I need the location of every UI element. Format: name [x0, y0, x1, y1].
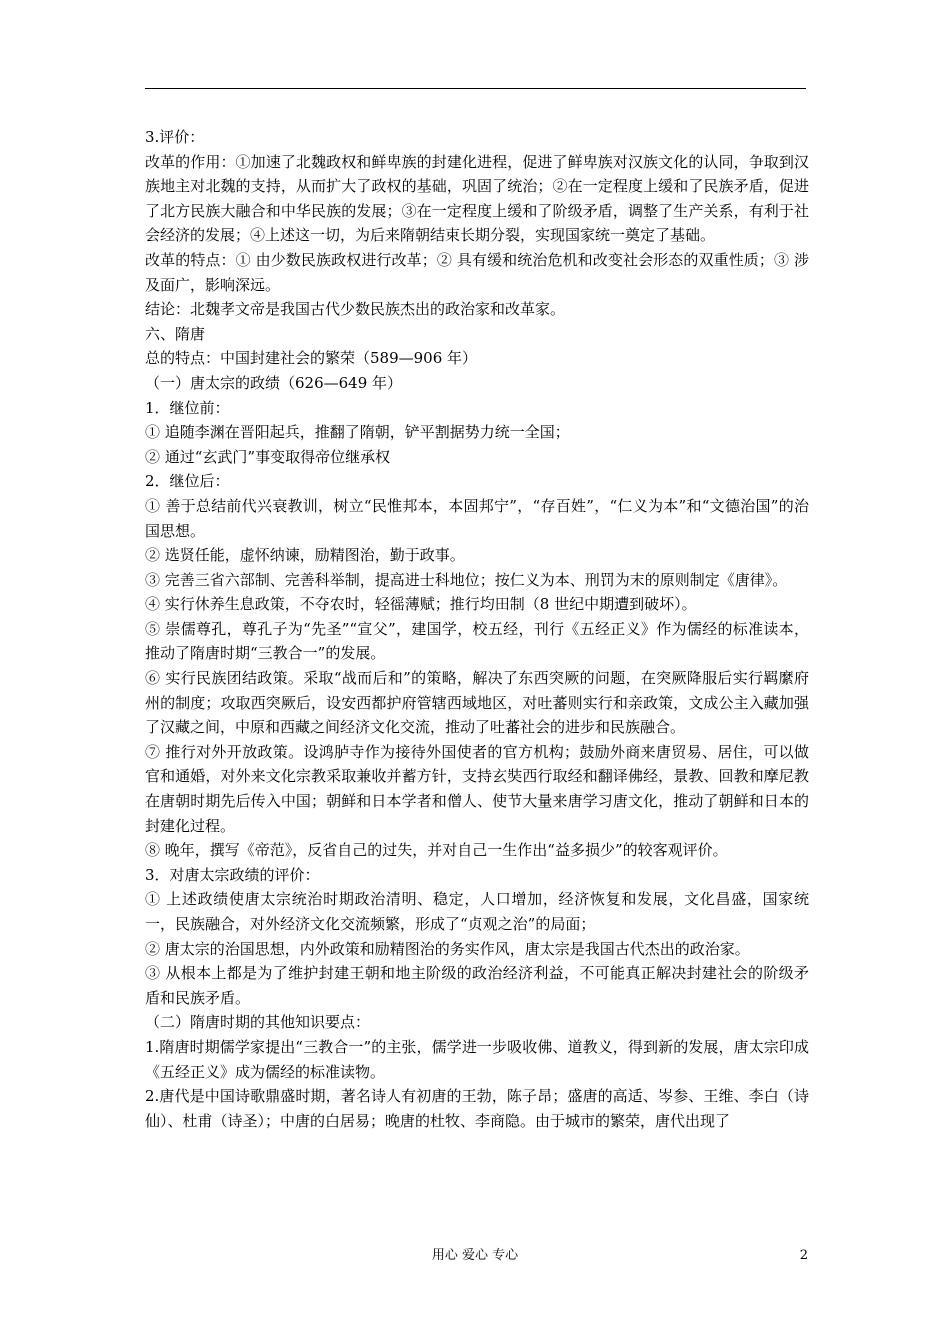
header-rule [145, 88, 806, 89]
footer-slogan: 用心 爱心 专心 [431, 1248, 519, 1263]
paragraph: 3.评价： [145, 128, 205, 146]
list-item: ① 上述政绩使唐太宗统治时期政治清明、稳定，人口增加，经济恢复和发展，文化昌盛，国家统一，民族融合，对外经济文化交流频繁，形成了“贞观之治”的局面； [145, 890, 809, 933]
paragraph: 改革的作用：①加速了北魏政权和鲜卑族的封建化进程，促进了鲜卑族对汉族文化的认同，争取到汉族地主对北魏的支持，从而扩大了政权的基础，巩固了统治；②在一定程度上缓和了民族矛盾，促进了北方民族大融合和中华民族的发展；③在一定程度上缓和了阶级矛盾，调整了生产关系，有利于社会经济的发展；④上述这一切，为后来隋朝结束长期分裂，实现国家统一奠定了基础。 [145, 152, 809, 245]
section-heading: 六、隋唐 [145, 324, 206, 343]
document-body [145, 125, 809, 1133]
paragraph: 总的特点：中国封建社会的繁荣（589—906 年） [145, 349, 478, 368]
list-item: ④ 实行休养生息政策，不夺农时，轻徭薄赋；推行均田制（8 世纪中期遭到破坏）。 [145, 595, 697, 614]
list-item: ③ 完善三省六部制、完善科举制，提高进士科地位；按仁义为本、刑罚为末的原则制定《唐律》。 [145, 570, 788, 589]
list-item: ② 选贤任能，虚怀纳谏，励精图治，勤于政事。 [145, 546, 465, 565]
page-number: 2 [799, 1248, 808, 1263]
paragraph: 1．继位前： [145, 398, 230, 417]
list-item: ⑦ 推行对外开放政策。设鸿胪寺作为接待外国使者的官方机构；鼓励外商来唐贸易、居住，可以做官和通婚，对外来文化宗教采取兼收并蓄方针，支持玄奘西行取经和翻译佛经，景教、回教和摩尼教在唐朝时期先后传入中国；朝鲜和日本学者和僧人、使节大量来唐学习唐文化，推动了朝鲜和日本的封建化过程。 [145, 742, 809, 835]
list-item: 1.隋唐时期儒学家提出“三教合一”的主张，儒学进一步吸收佛、道教义，得到新的发展，唐太宗印成《五经正义》成为儒经的标准读物。 [145, 1037, 809, 1081]
subsection-heading: （二）隋唐时期的其他知识要点： [145, 1013, 371, 1032]
list-item: ⑧ 晚年，撰写《帝范》，反省自己的过失，并对自己一生作出“益多损少”的较客观评价。 [145, 841, 728, 860]
list-item: ② 通过“玄武门”事变取得帝位继承权 [145, 447, 391, 466]
list-item: ⑤ 崇儒尊孔，尊孔子为“先圣”“宣父”，建国学，校五经，刊行《五经正义》作为儒经的标准读本，推动了隋唐时期“三教合一”的发展。 [145, 619, 809, 663]
subsection-heading: （一）唐太宗的政绩（626—649 年） [145, 373, 403, 392]
paragraph: 结论：北魏孝文帝是我国古代少数民族杰出的政治家和改革家。 [145, 300, 566, 319]
list-item: 2.唐代是中国诗歌鼎盛时期，著名诗人有初唐的王勃，陈子昂；盛唐的高适、岑参、王维、李白（诗仙）、杜甫（诗圣）；中唐的白居易；晚唐的杜牧、李商隐。由于城市的繁荣，唐代出现了 [145, 1087, 809, 1130]
list-item: ⑥ 实行民族团结政策。采取“战而后和”的策略，解决了东西突厥的问题，在突厥降服后实行羁縻府州的制度；攻取西突厥后，设安西都护府管辖西域地区，对吐蕃则实行和亲政策，文成公主入藏加强了汉藏之间，中原和西藏之间经济文化交流，推动了吐蕃社会的进步和民族融合。 [145, 669, 809, 737]
paragraph: 2．继位后： [145, 472, 230, 491]
list-item: ① 善于总结前代兴衰教训，树立“民惟邦本，本固邦宁”，“存百姓”，“仁义为本”和“文德治国”的治国思想。 [145, 496, 809, 540]
list-item: ① 追随李渊在晋阳起兵，推翻了隋朝，铲平割据势力统一全国； [145, 423, 570, 442]
paragraph: 3．对唐太宗政绩的评价： [145, 865, 320, 884]
paragraph: 改革的特点：① 由少数民族政权进行改革；② 具有缓和统治危机和改变社会形态的双重性质；③ 涉及面广，影响深远。 [145, 250, 809, 294]
list-item: ② 唐太宗的治国思想，内外政策和励精图治的务实作风，唐太宗是我国古代杰出的政治家。 [145, 939, 750, 958]
list-item: ③ 从根本上都是为了维护封建王朝和地主阶级的政治经济利益，不可能真正解决封建社会的阶级矛盾和民族矛盾。 [145, 964, 809, 1007]
